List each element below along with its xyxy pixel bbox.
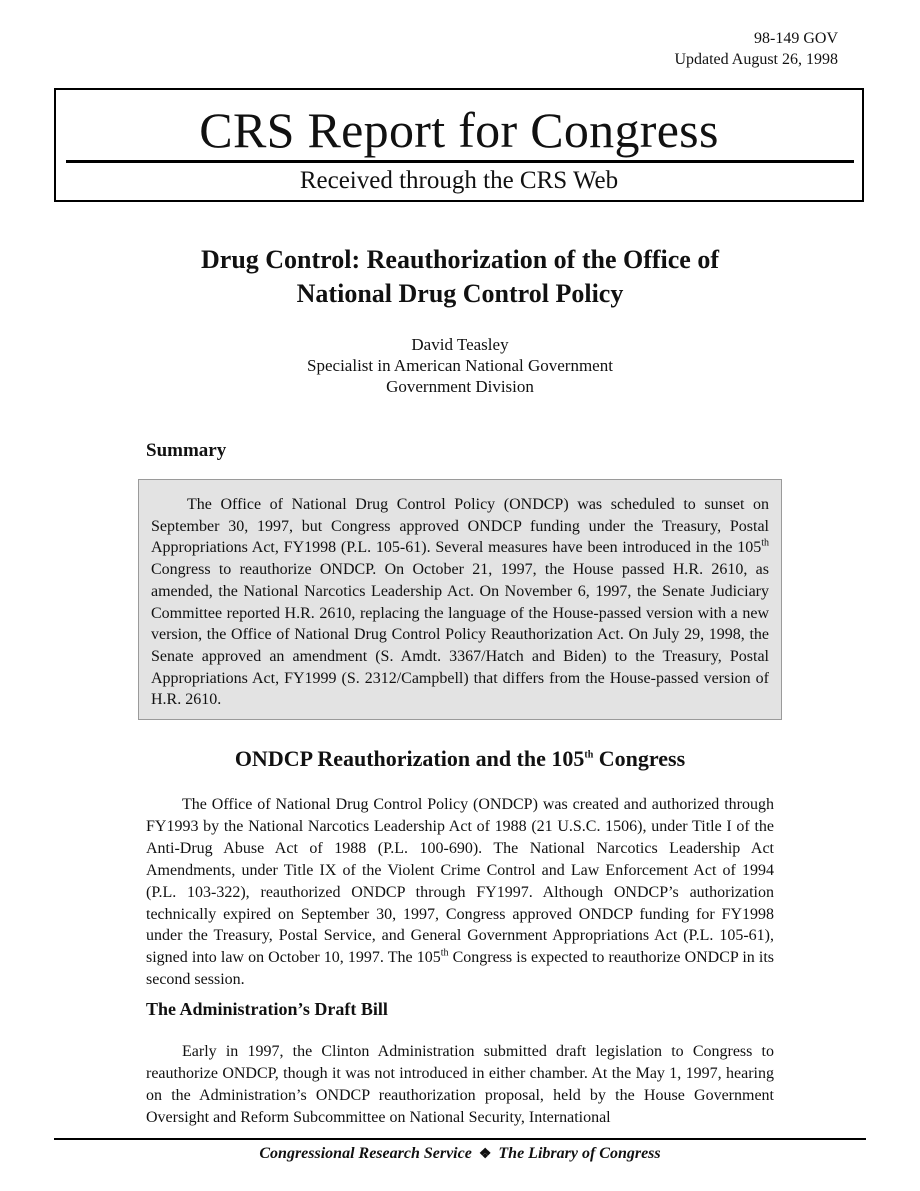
banner-subtitle: Received through the CRS Web (299, 167, 619, 194)
summary-superscript: th (761, 538, 769, 550)
summary-text-part-1: The Office of National Drug Control Policy (ONDCP) was scheduled to sunset on September 30, 1997, but Congress approved ONDCP funding under the Treasury, Postal Appropriations Act, FY1998 (P.L. 105-61). Several measures have been introduced in the 105 (151, 496, 769, 557)
document-id-block (674, 28, 838, 70)
diamond-separator-icon: ❖ (478, 1147, 492, 1162)
footer-library: The Library of Congress (498, 1145, 661, 1162)
footer-publisher: Congressional Research Service (259, 1145, 472, 1162)
section-heading (0, 744, 920, 774)
section-paragraph-superscript: th (440, 948, 449, 960)
updated-date: Updated August 26, 1998 (674, 51, 838, 68)
section-paragraph-part-1: The Office of National Drug Control Policy (ONDCP) was created and authorized through FY1993 by the National Narcotics Leadership Act of 1988 (21 U.S.C. 1506), under Title I of the Anti-Drug Abuse Act of 1988 (P.L. 100-690). The National Narcotics Leadership Act Amendments, under Title IX of the Violent Crime Control and Law Enforcement Act of 1994 (P.L. 103-322), reauthorized ONDCP through FY1997. Although ONDCP’s authorization technically expired on September 30, 1997, Congress approved ONDCP funding for FY1998 under the Treasury, Postal Service, and General Government Appropriations Act (P.L. 105-61), signed into law on October 10, 1997. The 105 (146, 796, 774, 967)
author-position: Specialist in American National Government (307, 356, 613, 375)
summary-text-part-2: Congress to reauthorize ONDCP. On October 21, 1997, the House passed H.R. 2610, as amended, the National Narcotics Leadership Act. On November 6, 1997, the Senate Judiciary Committee reported H.R. 2610, replacing the language of the House-passed version with a new version, the Office of National Drug Control Policy Reauthorization Act. On July 29, 1998, the Senate approved an amendment (S. Amdt. 3367/Hatch and Biden) to the Treasury, Postal Appropriations Act, FY1999 (S. 2312/Campbell) that differs from the House-passed version of H.R. 2610. (151, 561, 769, 709)
report-title (0, 243, 920, 311)
report-title-line-1: Drug Control: Reauthorization of the Office of (201, 245, 719, 274)
subsection-paragraph: Early in 1997, the Clinton Administration submitted draft legislation to Congress to reauthorize ONDCP, though it was not introduced in either chamber. At the May 1, 1997, hearing on the Administration’s ONDCP reauthorization proposal, held by the House Government Oversight and Reform Subcommittee on National Security, International (146, 1043, 774, 1126)
banner-divider (66, 160, 854, 163)
author-name: David Teasley (411, 335, 509, 354)
page-footer (0, 1143, 920, 1166)
report-banner (54, 88, 864, 202)
section-paragraph-part-2: Congress is expected to reauthorize ONDCP in its second session. (146, 949, 774, 989)
section-paragraph (146, 794, 774, 991)
report-title-line-2: National Drug Control Policy (296, 279, 624, 308)
banner-title: CRS Report for Congress (199, 102, 719, 158)
footer-divider (54, 1138, 866, 1140)
summary-heading: Summary (146, 440, 227, 461)
summary-box (138, 479, 782, 720)
section-heading-part-1: ONDCP Reauthorization and the 105 (234, 746, 585, 771)
section-heading-superscript: th (584, 749, 594, 761)
section-heading-part-2: Congress (593, 746, 686, 771)
author-division: Government Division (386, 377, 534, 396)
author-block (0, 334, 920, 397)
subsection-heading: The Administration’s Draft Bill (146, 999, 388, 1019)
summary-text (151, 494, 769, 711)
report-number: 98-149 GOV (754, 30, 838, 47)
